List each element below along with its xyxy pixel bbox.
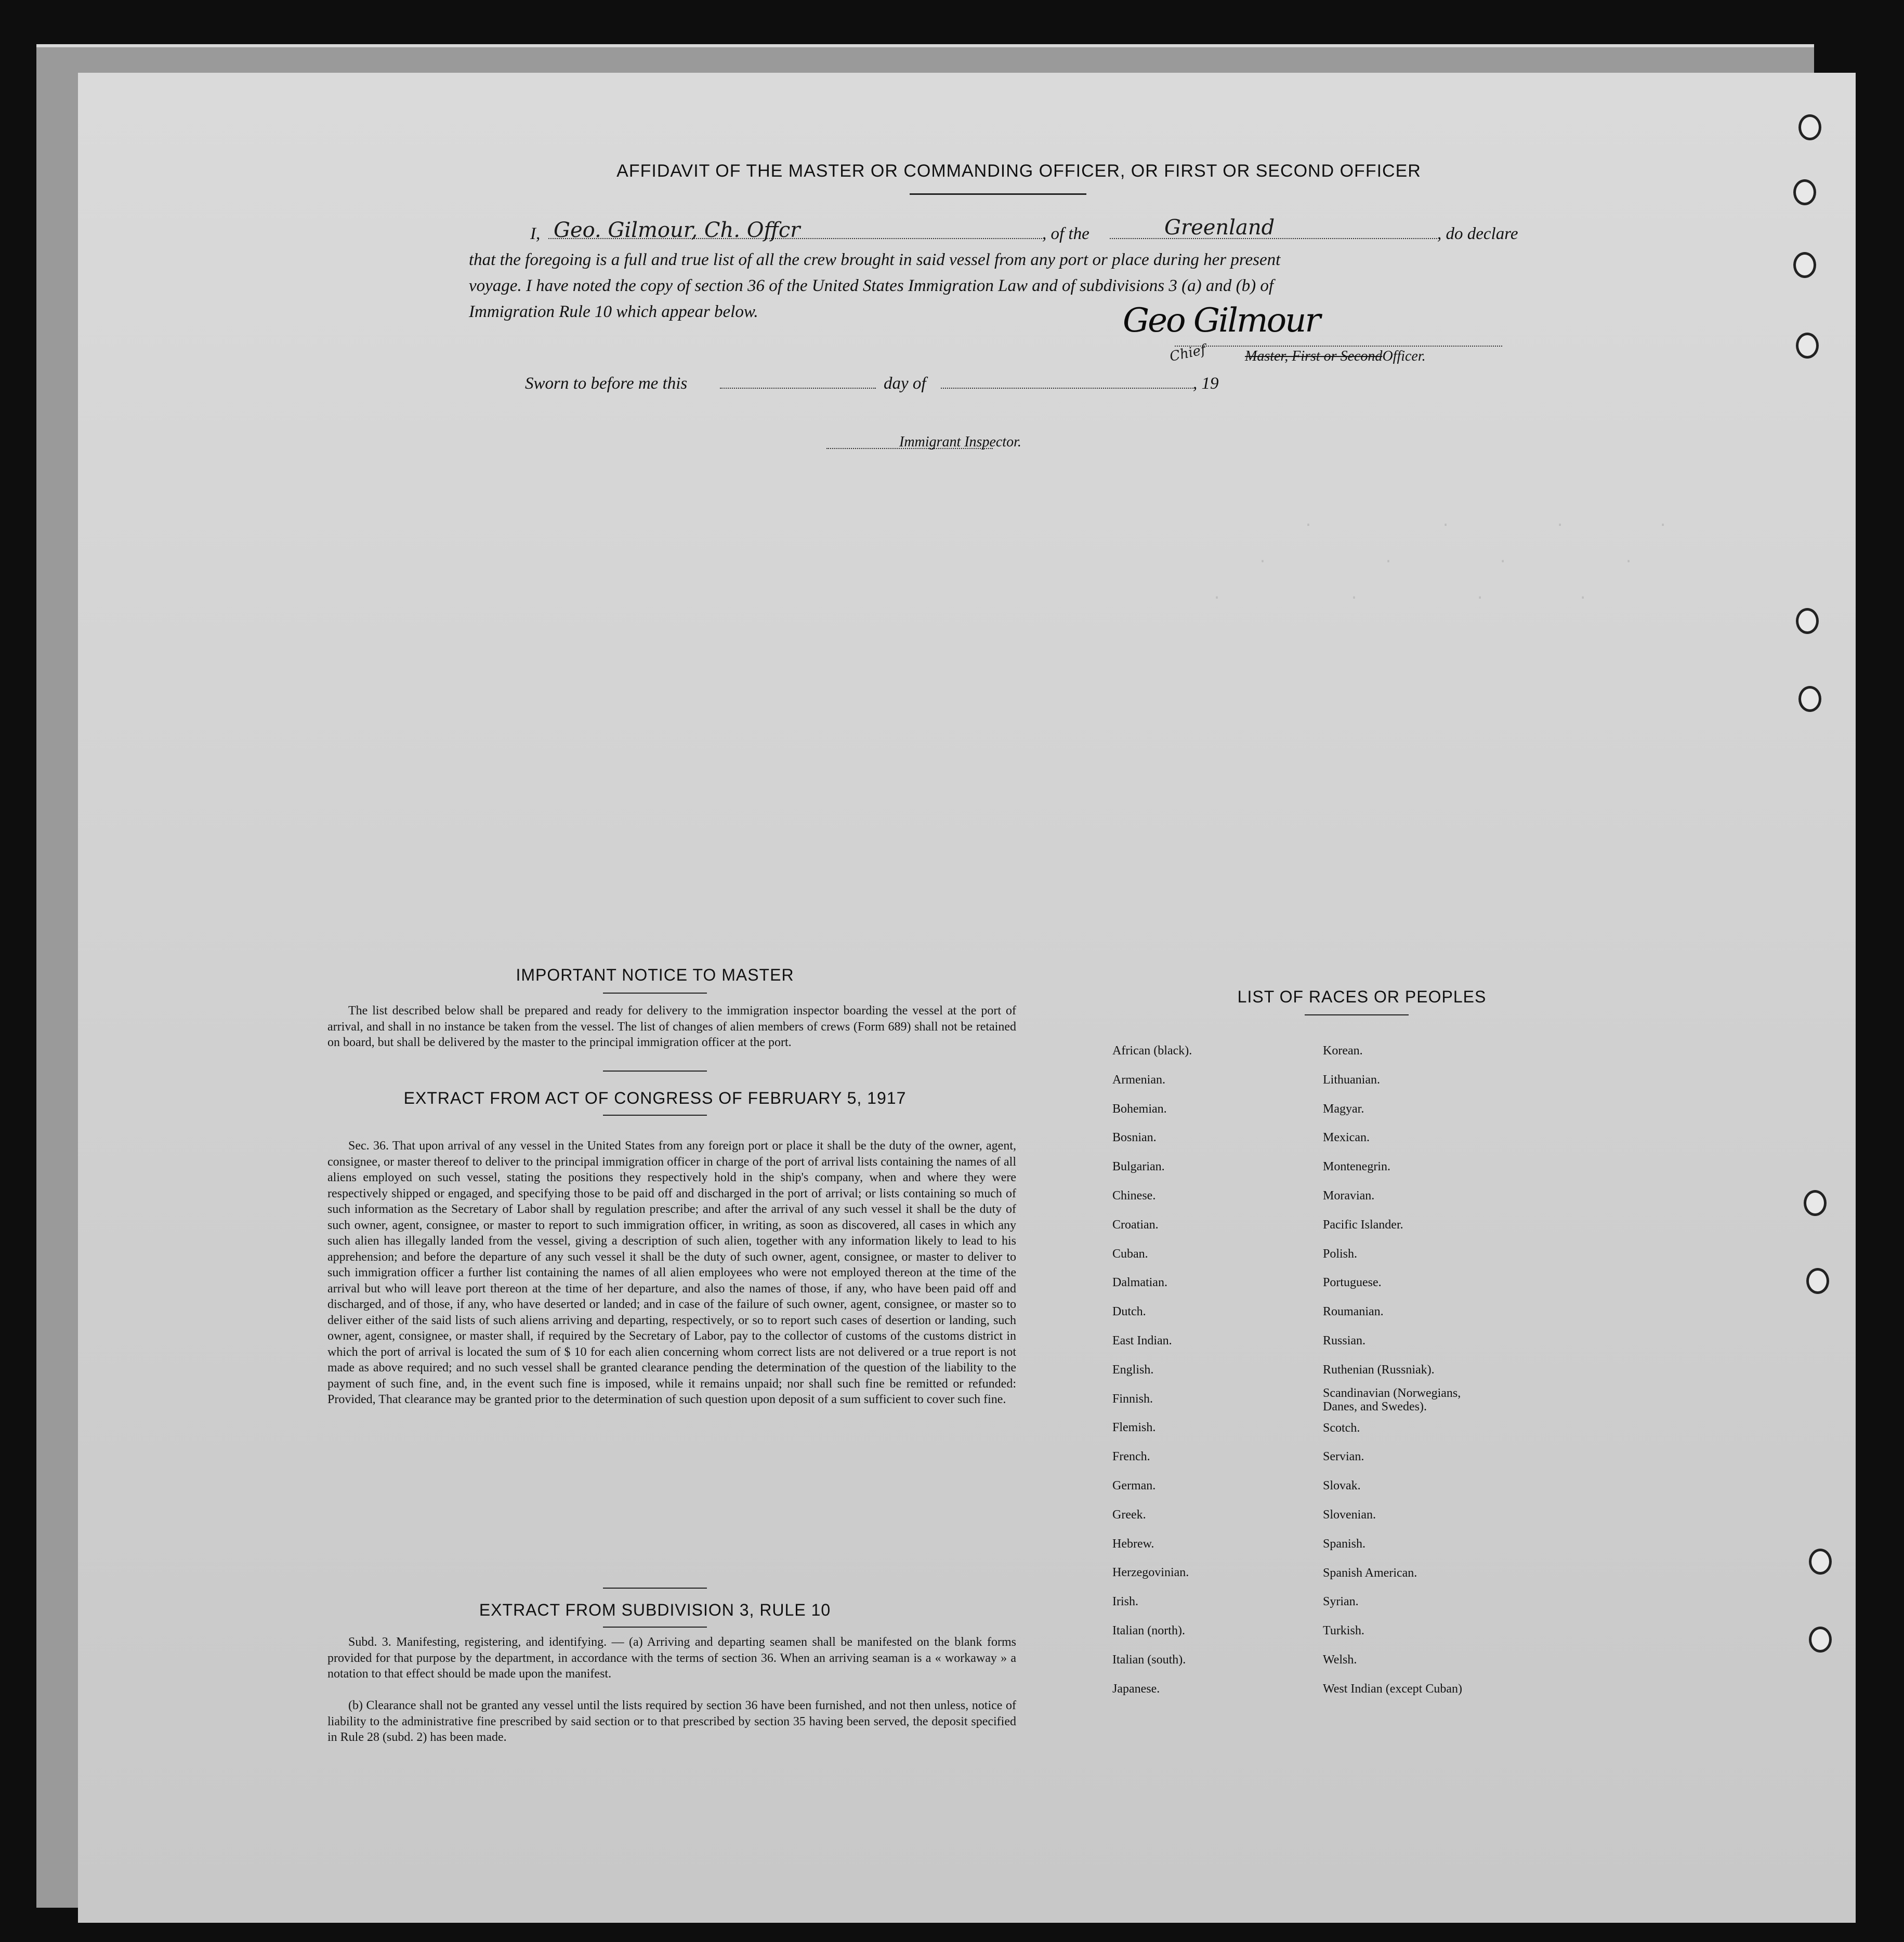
punch-hole [1804, 1190, 1827, 1216]
act-underline [603, 1115, 707, 1116]
rule-underline [603, 1627, 707, 1628]
signature-caption-end: Officer. [1382, 348, 1426, 364]
race-item: Irish. [1112, 1595, 1138, 1609]
race-item: French. [1112, 1450, 1150, 1464]
race-item: Portuguese. [1323, 1276, 1382, 1290]
race-item: Korean. [1323, 1044, 1363, 1058]
race-item: Italian (north). [1112, 1623, 1185, 1637]
race-item: Servian. [1323, 1450, 1364, 1464]
punch-hole [1793, 179, 1816, 205]
race-item: Slovenian. [1323, 1508, 1376, 1522]
races-underline [1305, 1014, 1409, 1015]
race-item: English. [1112, 1363, 1154, 1377]
race-item: Polish. [1323, 1247, 1358, 1261]
race-item: African (black). [1112, 1044, 1192, 1058]
signature-caption [1245, 348, 1426, 365]
affidavit-line1-suffix: , do declare [1437, 224, 1518, 243]
rule-text-a: Subd. 3. Manifesting, registering, and identifying. — (a) Arriving and departing seamen shall be manifested on the blank forms provided for that purpose by the department, in accordance with the terms of section 36. When an arriving seaman is a « workaway » a notation to that effect should be made upon the manifest. [327, 1635, 1016, 1681]
punch-hole [1796, 608, 1819, 634]
race-item: Finnish. [1112, 1392, 1153, 1406]
affidavit-title: AFFIDAVIT OF THE MASTER OR COMMANDING OFFICER, OR FIRST OR SECOND OFFICER [616, 161, 1421, 181]
race-item: Greek. [1112, 1508, 1146, 1522]
races-title: LIST OF RACES OR PEOPLES [1237, 987, 1487, 1006]
race-item: Welsh. [1323, 1653, 1357, 1667]
race-item: Moravian. [1323, 1188, 1375, 1203]
manifest-page [78, 73, 1856, 1923]
officer-signature: Geo Gilmour [1123, 301, 1319, 340]
race-item: Pacific Islander. [1323, 1218, 1403, 1232]
race-item: Mexican. [1323, 1131, 1370, 1145]
race-item: Bohemian. [1112, 1102, 1167, 1116]
vessel-name-handwritten: Greenland [1164, 216, 1275, 240]
race-item: Syrian. [1323, 1595, 1359, 1609]
race-item: Roumanian. [1323, 1305, 1384, 1319]
race-item: Flemish. [1112, 1421, 1156, 1435]
race-item: Dalmatian. [1112, 1276, 1167, 1290]
rule-rule-top [603, 1588, 707, 1589]
race-item: Slovak. [1323, 1479, 1361, 1493]
notice-underline [603, 993, 707, 994]
race-item: Japanese. [1112, 1682, 1160, 1696]
sworn-month-blank [941, 388, 1196, 389]
punch-hole [1796, 333, 1819, 359]
officer-name-handwritten: Geo. Gilmour, Ch. Offcr [554, 218, 800, 242]
race-item: Bulgarian. [1112, 1160, 1165, 1174]
punch-hole [1798, 686, 1821, 712]
race-item: Montenegrin. [1323, 1160, 1390, 1174]
rule-title: EXTRACT FROM SUBDIVISION 3, RULE 10 [479, 1601, 831, 1619]
race-item: Italian (south). [1112, 1653, 1186, 1667]
bleed-through-text: . . . . . . . . . . . . [1212, 513, 1670, 604]
race-item: Ruthenian (Russniak). [1323, 1363, 1435, 1377]
sworn-prefix: Sworn to before me this [525, 374, 688, 393]
race-item: Hebrew. [1112, 1537, 1154, 1551]
punch-hole [1809, 1627, 1832, 1653]
signature-annotation: Chief [1168, 342, 1207, 365]
race-item: East Indian. [1112, 1333, 1172, 1347]
race-item: Russian. [1323, 1333, 1366, 1347]
sworn-day-label: day of [884, 374, 926, 393]
race-item: Dutch. [1112, 1305, 1146, 1319]
sworn-day-blank [720, 388, 876, 389]
affidavit-line1-mid: , of the [1042, 224, 1089, 243]
signature-caption-struck: Master, First or Second [1245, 348, 1383, 364]
punch-hole [1806, 1268, 1829, 1294]
rule-text-b: (b) Clearance shall not be granted any vessel until the lists required by section 36 have been furnished, and not then unless, notice of liability to the administrative fine prescribed by said section or to that prescribed by section 35 having been served, the deposit specified in Rule 28 (subd. 2) has been made. [327, 1699, 1016, 1744]
sworn-year: , 19 [1193, 374, 1219, 393]
race-item: Bosnian. [1112, 1131, 1157, 1145]
title-underline [910, 193, 1086, 195]
race-item: Turkish. [1323, 1624, 1364, 1638]
race-item: Cuban. [1112, 1247, 1148, 1261]
notice-title: IMPORTANT NOTICE TO MASTER [516, 966, 794, 984]
inspector-label: Immigrant Inspector. [899, 434, 1021, 450]
affidavit-line2: that the foregoing is a full and true list of all the crew brought in said vessel from any port or place during her present [469, 250, 1281, 269]
races-left-column [1112, 1037, 1331, 1703]
race-item: Spanish. [1323, 1537, 1366, 1551]
act-text: Sec. 36. That upon arrival of any vessel in the United States from any foreign port or place it shall be the duty of the owner, agent, consignee, or master thereof to deliver to the principal immigration officer in charge of the port of arrival lists containing the names of all aliens employed on such vessel, stating the positions they respectively hold in the ship's company, when and where they were respectively shipped or engaged, and specifying those to be paid off and discharged in the port of arrival; or lists containing so much of such information as the Secretary of Labor shall by regulation prescribe; and after the arrival of any such vessel it shall be the duty of such owner, agent, consignee, or master to report to such immigration officer, in writing, as soon as discovered, all cases in which any such alien has illegally landed from the vessel, giving a description of such alien, together with any information likely to lead to his apprehension; and before the departure of any such vessel it shall be the duty of such owner, agent, consignee, or master to deliver to such immigration officer a further list containing the names of all alien employees who were not employed thereon at the time of the arrival but who will leave port thereon at the time of her departure, and also the names of those, if any, who have been paid off and discharged, and of those, if any, who have deserted or landed; and in case of the failure of such owner, agent, consignee, or master so to deliver either of the said lists of such aliens arriving and departing, respectively, or so to report such cases of desertion or landing, such owner, agent, consignee, or master shall, if required by the Secretary of Labor, pay to the collector of customs of the customs district in which the port of arrival is located the sum of $ 10 for each alien concerning whom correct lists are not delivered or a true report is not made as above required; and no such vessel shall be granted clearance pending the determination of the question of the liability to the payment of such fine, and, in the event such fine is imposed, while it remains unpaid; nor shall such fine be remitted or refunded: Provided, That clearance may be granted prior to the determination of such question upon deposit of a sum sufficient to cover such fine. [327, 1139, 1016, 1406]
race-item: Magyar. [1323, 1102, 1364, 1116]
notice-text: The list described below shall be prepared and ready for delivery to the immigration inspector boarding the vessel at the port of arrival, and shall in no instance be taken from the vessel. The list of changes of alien members of crews (Form 689) shall not be retained on board, but shall be delivered by the master to the principal immigration officer at the port. [327, 1004, 1016, 1049]
race-item: Lithuanian. [1323, 1073, 1380, 1087]
race-item: Spanish American. [1323, 1566, 1417, 1580]
punch-hole [1798, 114, 1821, 140]
act-title: EXTRACT FROM ACT OF CONGRESS OF FEBRUARY 5, 1917 [403, 1089, 907, 1107]
act-rule-top [603, 1071, 707, 1072]
punch-hole [1793, 252, 1816, 278]
affidavit-line4: Immigration Rule 10 which appear below. [469, 302, 758, 321]
race-item: Scotch. [1323, 1421, 1360, 1435]
affidavit-line3: voyage. I have noted the copy of section 36 of the United States Immigration Law and of subdivisions 3 (a) and (b) of [469, 276, 1274, 295]
signature-line [1175, 346, 1502, 347]
race-item: West Indian (except Cuban) [1323, 1682, 1462, 1696]
race-item: German. [1112, 1478, 1156, 1492]
punch-hole [1809, 1549, 1832, 1575]
race-item: Herzegovinian. [1112, 1566, 1189, 1580]
races-right-column [1323, 1037, 1614, 1704]
race-item: Scandinavian (Norwegians, Danes, and Swedes). [1323, 1386, 1461, 1413]
race-item: Chinese. [1112, 1188, 1156, 1203]
race-item: Croatian. [1112, 1218, 1159, 1232]
affidavit-line1-prefix: I, [530, 224, 541, 243]
race-item: Armenian. [1112, 1073, 1165, 1087]
